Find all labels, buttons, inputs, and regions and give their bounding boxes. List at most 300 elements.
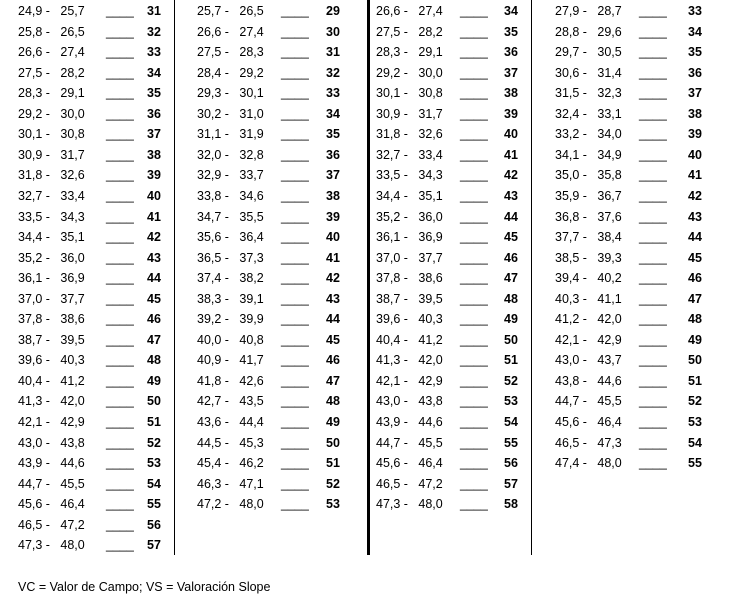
vs-value: 46 bbox=[326, 353, 340, 368]
vc-range: 33,5 - 34,3 bbox=[376, 168, 443, 183]
table-row bbox=[197, 497, 367, 518]
table-row bbox=[197, 415, 367, 436]
vc-range: 41,3 - 42,0 bbox=[376, 353, 443, 368]
table-row bbox=[18, 518, 188, 539]
vs-value: 55 bbox=[147, 497, 161, 512]
blank-line: ____ bbox=[639, 332, 667, 347]
blank-line: ____ bbox=[639, 4, 667, 18]
vc-range: 32,7 - 33,4 bbox=[18, 188, 85, 203]
vs-value: 37 bbox=[688, 86, 702, 101]
vc-range: 28,4 - 29,2 bbox=[197, 65, 264, 80]
blank-line: ____ bbox=[639, 312, 667, 327]
table-row bbox=[197, 353, 367, 374]
vc-range: 37,7 - 38,4 bbox=[555, 230, 622, 245]
table-row bbox=[555, 251, 725, 272]
vc-range: 39,2 - 39,9 bbox=[197, 312, 264, 327]
vc-range: 31,8 - 32,6 bbox=[376, 127, 443, 142]
vc-range: 45,6 - 46,4 bbox=[376, 456, 443, 471]
vc-range: 33,8 - 34,6 bbox=[197, 188, 264, 203]
vs-value: 42 bbox=[504, 168, 518, 183]
table-row bbox=[555, 168, 725, 189]
vs-value: 52 bbox=[147, 435, 161, 450]
table-row bbox=[555, 86, 725, 107]
vc-range: 29,2 - 30,0 bbox=[376, 65, 443, 80]
table-row bbox=[555, 189, 725, 210]
vc-range: 30,2 - 31,0 bbox=[197, 106, 264, 121]
table-row bbox=[376, 168, 546, 189]
blank-line: ____ bbox=[639, 45, 667, 60]
table-row bbox=[555, 271, 725, 292]
vc-range: 30,6 - 31,4 bbox=[555, 65, 622, 80]
vs-value: 50 bbox=[504, 332, 518, 347]
table-row bbox=[376, 25, 546, 46]
table-row bbox=[376, 394, 546, 415]
blank-line: ____ bbox=[460, 394, 488, 409]
table-row bbox=[18, 394, 188, 415]
vs-value: 33 bbox=[147, 45, 161, 60]
vs-value: 51 bbox=[504, 353, 518, 368]
vc-range: 27,5 - 28,3 bbox=[197, 45, 264, 60]
vc-range: 35,2 - 36,0 bbox=[18, 250, 85, 265]
vc-range: 27,9 - 28,7 bbox=[555, 4, 622, 18]
vs-value: 38 bbox=[147, 147, 161, 162]
vc-range: 32,4 - 33,1 bbox=[555, 106, 622, 121]
vs-value: 34 bbox=[504, 4, 518, 18]
blank-line: ____ bbox=[281, 65, 309, 80]
blank-line: ____ bbox=[460, 476, 488, 491]
vs-value: 40 bbox=[504, 127, 518, 142]
vs-value: 52 bbox=[326, 476, 340, 491]
table-row bbox=[555, 45, 725, 66]
vs-value: 43 bbox=[504, 188, 518, 203]
vc-range: 46,3 - 47,1 bbox=[197, 476, 264, 491]
vs-value: 45 bbox=[504, 230, 518, 245]
vc-range: 44,5 - 45,3 bbox=[197, 435, 264, 450]
vs-value: 42 bbox=[147, 230, 161, 245]
table-row bbox=[555, 127, 725, 148]
table-row bbox=[376, 127, 546, 148]
vs-value: 39 bbox=[688, 127, 702, 142]
vs-value: 48 bbox=[326, 394, 340, 409]
table-row bbox=[376, 4, 546, 25]
vs-value: 50 bbox=[688, 353, 702, 368]
vc-range: 37,0 - 37,7 bbox=[376, 250, 443, 265]
blank-line: ____ bbox=[460, 127, 488, 142]
table-row bbox=[197, 271, 367, 292]
vs-value: 35 bbox=[147, 86, 161, 101]
table-row bbox=[376, 497, 546, 518]
vs-value: 39 bbox=[147, 168, 161, 183]
vc-range: 26,6 - 27,4 bbox=[197, 24, 264, 39]
blank-line: ____ bbox=[639, 435, 667, 450]
blank-line: ____ bbox=[460, 456, 488, 471]
table-row bbox=[197, 477, 367, 498]
vs-value: 29 bbox=[326, 4, 340, 18]
vc-range: 43,9 - 44,6 bbox=[376, 415, 443, 429]
table-row bbox=[376, 292, 546, 313]
vs-value: 35 bbox=[326, 127, 340, 142]
blank-line: ____ bbox=[281, 291, 309, 306]
vs-value: 49 bbox=[326, 415, 340, 429]
vc-range: 40,4 - 41,2 bbox=[376, 332, 443, 347]
vc-range: 27,5 - 28,2 bbox=[376, 24, 443, 39]
vc-range: 44,7 - 45,5 bbox=[376, 435, 443, 450]
vc-range: 31,8 - 32,6 bbox=[18, 168, 85, 183]
vc-range: 43,8 - 44,6 bbox=[555, 373, 622, 388]
table-row bbox=[18, 333, 188, 354]
blank-line: ____ bbox=[639, 456, 667, 471]
vc-range: 46,5 - 47,2 bbox=[18, 517, 85, 532]
vc-range: 34,7 - 35,5 bbox=[197, 209, 264, 224]
blank-line: ____ bbox=[639, 415, 667, 429]
vs-value: 46 bbox=[147, 312, 161, 327]
vs-value: 46 bbox=[688, 271, 702, 286]
column-divider bbox=[531, 0, 532, 555]
vc-range: 35,2 - 36,0 bbox=[376, 209, 443, 224]
blank-line: ____ bbox=[460, 373, 488, 388]
vs-value: 37 bbox=[504, 65, 518, 80]
vs-value: 36 bbox=[326, 147, 340, 162]
vs-value: 43 bbox=[326, 291, 340, 306]
table-row bbox=[18, 148, 188, 169]
table-row bbox=[376, 66, 546, 87]
table-row bbox=[376, 271, 546, 292]
vc-range: 34,4 - 35,1 bbox=[376, 188, 443, 203]
vc-range: 36,1 - 36,9 bbox=[18, 271, 85, 286]
blank-line: ____ bbox=[106, 147, 134, 162]
vs-value: 44 bbox=[504, 209, 518, 224]
table-row bbox=[376, 333, 546, 354]
blank-line: ____ bbox=[639, 24, 667, 39]
vs-value: 32 bbox=[147, 24, 161, 39]
vs-value: 43 bbox=[688, 209, 702, 224]
table-row bbox=[18, 210, 188, 231]
blank-line: ____ bbox=[460, 4, 488, 18]
table-row bbox=[18, 127, 188, 148]
vc-range: 46,5 - 47,2 bbox=[376, 476, 443, 491]
blank-line: ____ bbox=[106, 415, 134, 429]
vc-range: 42,1 - 42,9 bbox=[376, 373, 443, 388]
vc-range: 42,7 - 43,5 bbox=[197, 394, 264, 409]
blank-line: ____ bbox=[106, 24, 134, 39]
vc-range: 34,1 - 34,9 bbox=[555, 147, 622, 162]
table-row bbox=[555, 210, 725, 231]
table-row bbox=[555, 25, 725, 46]
blank-line: ____ bbox=[460, 312, 488, 327]
blank-line: ____ bbox=[460, 291, 488, 306]
table-row bbox=[18, 436, 188, 457]
table-row bbox=[555, 148, 725, 169]
blank-line: ____ bbox=[106, 209, 134, 224]
table-row bbox=[197, 107, 367, 128]
vs-value: 52 bbox=[688, 394, 702, 409]
vc-range: 39,4 - 40,2 bbox=[555, 271, 622, 286]
blank-line: ____ bbox=[281, 312, 309, 327]
vc-range: 38,3 - 39,1 bbox=[197, 291, 264, 306]
table-row bbox=[18, 312, 188, 333]
vc-range: 29,7 - 30,5 bbox=[555, 45, 622, 60]
vc-range: 46,5 - 47,3 bbox=[555, 435, 622, 450]
blank-line: ____ bbox=[460, 147, 488, 162]
blank-line: ____ bbox=[106, 230, 134, 245]
vc-range: 47,4 - 48,0 bbox=[555, 456, 622, 471]
table-row bbox=[197, 189, 367, 210]
vc-range: 42,1 - 42,9 bbox=[555, 332, 622, 347]
vc-range: 39,6 - 40,3 bbox=[18, 353, 85, 368]
blank-line: ____ bbox=[106, 127, 134, 142]
table-row bbox=[197, 292, 367, 313]
vs-value: 49 bbox=[147, 373, 161, 388]
table-row bbox=[197, 436, 367, 457]
column-divider-thick bbox=[367, 0, 370, 555]
vc-range: 34,4 - 35,1 bbox=[18, 230, 85, 245]
blank-line: ____ bbox=[281, 106, 309, 121]
table-row bbox=[555, 333, 725, 354]
vc-range: 40,4 - 41,2 bbox=[18, 373, 85, 388]
vc-range: 31,1 - 31,9 bbox=[197, 127, 264, 142]
blank-line: ____ bbox=[281, 476, 309, 491]
blank-line: ____ bbox=[460, 45, 488, 60]
vc-range: 25,8 - 26,5 bbox=[18, 24, 85, 39]
blank-line: ____ bbox=[460, 209, 488, 224]
vs-value: 53 bbox=[504, 394, 518, 409]
blank-line: ____ bbox=[106, 373, 134, 388]
table-row bbox=[197, 251, 367, 272]
vc-range: 32,7 - 33,4 bbox=[376, 147, 443, 162]
vc-range: 44,7 - 45,5 bbox=[555, 394, 622, 409]
blank-line: ____ bbox=[460, 250, 488, 265]
vs-value: 44 bbox=[147, 271, 161, 286]
blank-line: ____ bbox=[281, 394, 309, 409]
vs-value: 47 bbox=[688, 291, 702, 306]
blank-line: ____ bbox=[106, 271, 134, 286]
vc-range: 38,7 - 39,5 bbox=[376, 291, 443, 306]
blank-line: ____ bbox=[106, 291, 134, 306]
table-row bbox=[18, 66, 188, 87]
vc-range: 47,3 - 48,0 bbox=[18, 538, 85, 553]
table-row bbox=[18, 4, 188, 25]
table-row bbox=[197, 312, 367, 333]
vs-value: 36 bbox=[504, 45, 518, 60]
vc-range: 25,7 - 26,5 bbox=[197, 4, 264, 18]
vs-value: 44 bbox=[326, 312, 340, 327]
table-row bbox=[555, 415, 725, 436]
table-row bbox=[197, 374, 367, 395]
table-row bbox=[197, 25, 367, 46]
vs-value: 50 bbox=[326, 435, 340, 450]
vs-value: 51 bbox=[688, 373, 702, 388]
blank-line: ____ bbox=[639, 86, 667, 101]
blank-line: ____ bbox=[639, 353, 667, 368]
blank-line: ____ bbox=[639, 394, 667, 409]
table-row bbox=[376, 436, 546, 457]
vs-value: 47 bbox=[147, 332, 161, 347]
vs-value: 54 bbox=[504, 415, 518, 429]
table-row bbox=[376, 45, 546, 66]
vc-range: 37,8 - 38,6 bbox=[18, 312, 85, 327]
vc-range: 40,3 - 41,1 bbox=[555, 291, 622, 306]
vs-value: 40 bbox=[326, 230, 340, 245]
vs-value: 49 bbox=[688, 332, 702, 347]
vc-range: 29,3 - 30,1 bbox=[197, 86, 264, 101]
blank-line: ____ bbox=[460, 415, 488, 429]
table-row bbox=[376, 415, 546, 436]
table-row bbox=[555, 292, 725, 313]
vs-value: 45 bbox=[326, 332, 340, 347]
vs-value: 56 bbox=[504, 456, 518, 471]
table-row bbox=[197, 66, 367, 87]
vc-range: 33,2 - 34,0 bbox=[555, 127, 622, 142]
table-row bbox=[197, 230, 367, 251]
table-row bbox=[197, 394, 367, 415]
table-row bbox=[555, 66, 725, 87]
table-row bbox=[197, 148, 367, 169]
blank-line: ____ bbox=[281, 373, 309, 388]
table-row bbox=[376, 456, 546, 477]
table-row bbox=[555, 230, 725, 251]
blank-line: ____ bbox=[106, 312, 134, 327]
blank-line: ____ bbox=[281, 188, 309, 203]
table-row bbox=[18, 86, 188, 107]
vc-range: 35,9 - 36,7 bbox=[555, 188, 622, 203]
blank-line: ____ bbox=[460, 332, 488, 347]
blank-line: ____ bbox=[106, 476, 134, 491]
table-row bbox=[376, 148, 546, 169]
blank-line: ____ bbox=[106, 106, 134, 121]
vs-value: 38 bbox=[688, 106, 702, 121]
vc-range: 30,1 - 30,8 bbox=[18, 127, 85, 142]
blank-line: ____ bbox=[460, 86, 488, 101]
vs-value: 57 bbox=[147, 538, 161, 553]
blank-line: ____ bbox=[106, 517, 134, 532]
table-row bbox=[197, 456, 367, 477]
table-row bbox=[376, 230, 546, 251]
blank-line: ____ bbox=[460, 230, 488, 245]
vs-value: 43 bbox=[147, 250, 161, 265]
vs-value: 46 bbox=[504, 250, 518, 265]
vc-range: 38,5 - 39,3 bbox=[555, 250, 622, 265]
vs-value: 34 bbox=[147, 65, 161, 80]
vs-value: 48 bbox=[504, 291, 518, 306]
table-row bbox=[197, 86, 367, 107]
vc-range: 33,5 - 34,3 bbox=[18, 209, 85, 224]
table-row bbox=[197, 45, 367, 66]
vs-value: 40 bbox=[688, 147, 702, 162]
table-row bbox=[376, 210, 546, 231]
vs-value: 34 bbox=[326, 106, 340, 121]
table-row bbox=[18, 477, 188, 498]
vs-value: 31 bbox=[147, 4, 161, 18]
table-row bbox=[376, 86, 546, 107]
blank-line: ____ bbox=[281, 271, 309, 286]
blank-line: ____ bbox=[281, 4, 309, 18]
table-row bbox=[18, 271, 188, 292]
table-row bbox=[18, 168, 188, 189]
blank-line: ____ bbox=[639, 65, 667, 80]
vs-value: 33 bbox=[688, 4, 702, 18]
blank-line: ____ bbox=[639, 168, 667, 183]
vc-range: 36,5 - 37,3 bbox=[197, 250, 264, 265]
vc-range: 43,0 - 43,7 bbox=[555, 353, 622, 368]
vs-value: 44 bbox=[688, 230, 702, 245]
vc-range: 45,6 - 46,4 bbox=[555, 415, 622, 429]
vc-range: 31,5 - 32,3 bbox=[555, 86, 622, 101]
vs-value: 37 bbox=[326, 168, 340, 183]
table-row bbox=[555, 374, 725, 395]
vc-range: 30,1 - 30,8 bbox=[376, 86, 443, 101]
blank-line: ____ bbox=[281, 230, 309, 245]
table-row bbox=[18, 353, 188, 374]
vs-value: 53 bbox=[147, 456, 161, 471]
vc-range: 42,1 - 42,9 bbox=[18, 415, 85, 429]
blank-line: ____ bbox=[460, 65, 488, 80]
vs-value: 50 bbox=[147, 394, 161, 409]
table-row bbox=[376, 374, 546, 395]
vc-range: 43,9 - 44,6 bbox=[18, 456, 85, 471]
vs-value: 49 bbox=[504, 312, 518, 327]
vc-range: 36,1 - 36,9 bbox=[376, 230, 443, 245]
vc-range: 29,2 - 30,0 bbox=[18, 106, 85, 121]
blank-line: ____ bbox=[639, 209, 667, 224]
vc-range: 43,0 - 43,8 bbox=[376, 394, 443, 409]
vc-range: 35,6 - 36,4 bbox=[197, 230, 264, 245]
blank-line: ____ bbox=[639, 250, 667, 265]
blank-line: ____ bbox=[106, 168, 134, 183]
vc-range: 45,6 - 46,4 bbox=[18, 497, 85, 512]
blank-line: ____ bbox=[281, 209, 309, 224]
vs-value: 40 bbox=[147, 188, 161, 203]
vc-range: 35,0 - 35,8 bbox=[555, 168, 622, 183]
table-row bbox=[18, 189, 188, 210]
blank-line: ____ bbox=[281, 353, 309, 368]
blank-line: ____ bbox=[281, 45, 309, 60]
table-row bbox=[18, 25, 188, 46]
table-row bbox=[18, 415, 188, 436]
vs-value: 41 bbox=[326, 250, 340, 265]
blank-line: ____ bbox=[639, 106, 667, 121]
vs-value: 51 bbox=[147, 415, 161, 429]
blank-line: ____ bbox=[639, 147, 667, 162]
table-row bbox=[18, 497, 188, 518]
table-row bbox=[197, 333, 367, 354]
blank-line: ____ bbox=[639, 188, 667, 203]
vc-range: 41,2 - 42,0 bbox=[555, 312, 622, 327]
blank-line: ____ bbox=[281, 168, 309, 183]
vs-value: 41 bbox=[147, 209, 161, 224]
table-row bbox=[18, 251, 188, 272]
blank-line: ____ bbox=[281, 86, 309, 101]
blank-line: ____ bbox=[460, 497, 488, 512]
table-row bbox=[18, 292, 188, 313]
blank-line: ____ bbox=[639, 127, 667, 142]
vs-value: 51 bbox=[326, 456, 340, 471]
blank-line: ____ bbox=[106, 435, 134, 450]
table-row bbox=[376, 189, 546, 210]
blank-line: ____ bbox=[639, 291, 667, 306]
vs-value: 48 bbox=[147, 353, 161, 368]
blank-line: ____ bbox=[281, 456, 309, 471]
vs-value: 35 bbox=[688, 45, 702, 60]
vs-value: 54 bbox=[688, 435, 702, 450]
blank-line: ____ bbox=[460, 188, 488, 203]
table-row bbox=[555, 312, 725, 333]
table-row bbox=[197, 4, 367, 25]
vs-value: 39 bbox=[504, 106, 518, 121]
vc-range: 24,9 - 25,7 bbox=[18, 4, 85, 18]
table-row bbox=[18, 374, 188, 395]
vs-value: 42 bbox=[326, 271, 340, 286]
vc-range: 28,3 - 29,1 bbox=[376, 45, 443, 60]
